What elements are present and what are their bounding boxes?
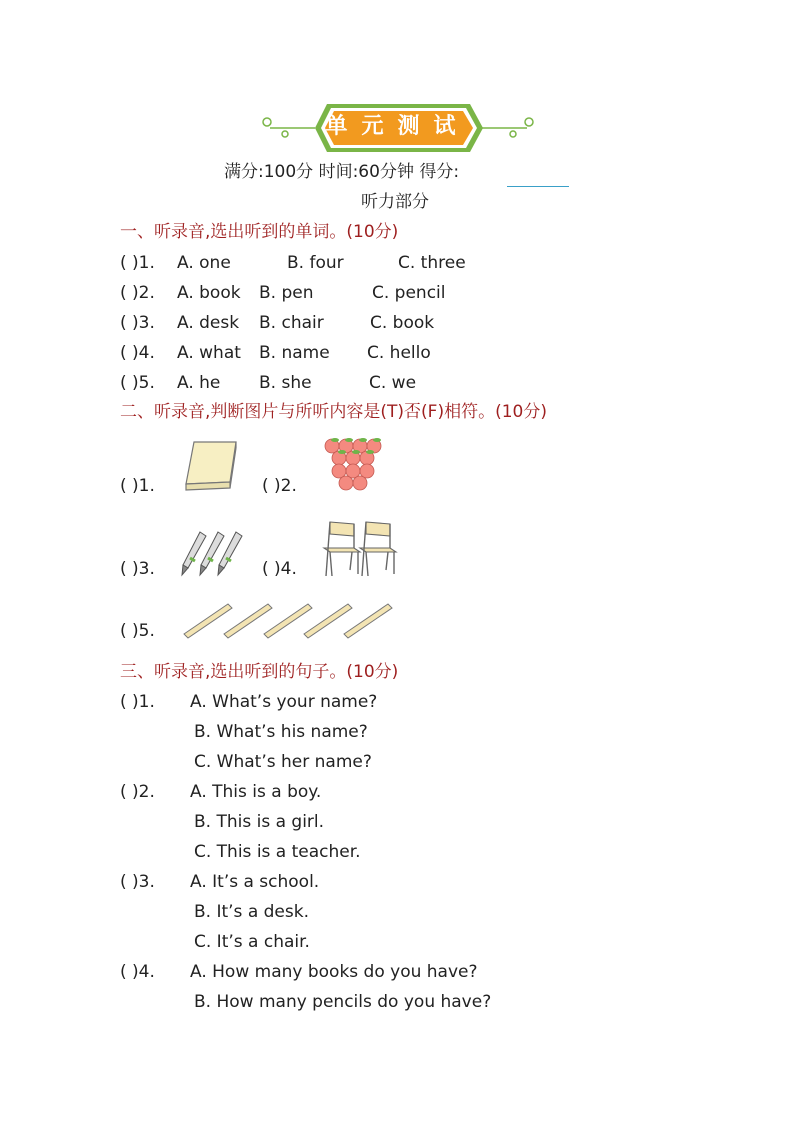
sentence-option: C. This is a teacher.	[194, 842, 361, 862]
option-c: C. hello	[367, 343, 431, 363]
sentence-option: A. It’s a school.	[190, 872, 320, 892]
part2-item-num[interactable]: ( )4.	[262, 559, 297, 579]
exam-info: 满分:100分 时间:60分钟 得分:	[224, 162, 460, 182]
sentence-option: C. It’s a chair.	[194, 932, 310, 952]
page-title: 单元测试	[325, 114, 470, 139]
option-b: B. chair	[259, 313, 324, 333]
part2-item-num[interactable]: ( )5.	[120, 621, 155, 641]
part2-heading: 二、听录音,判断图片与所听内容是(T)否(F)相符。(10分)	[120, 402, 548, 422]
sentence-option: B. How many pencils do you have?	[194, 992, 492, 1012]
option-b: B. name	[259, 343, 330, 363]
option-a: A. desk	[177, 313, 240, 333]
option-b: B. she	[259, 373, 312, 393]
part1-item-num[interactable]: ( )5.	[120, 373, 155, 393]
option-a: A. what	[177, 343, 241, 363]
option-c: C. book	[370, 313, 435, 333]
sentence-option: A. What’s your name?	[190, 692, 378, 712]
part1-item-num[interactable]: ( )4.	[120, 343, 155, 363]
part3-item-num[interactable]: ( )3.	[120, 872, 155, 892]
pens-icon	[180, 528, 246, 578]
part3-heading: 三、听录音,选出听到的句子。(10分)	[120, 662, 399, 682]
sentence-option: A. This is a boy.	[190, 782, 322, 802]
part2-item-num[interactable]: ( )3.	[120, 559, 155, 579]
part3-item-num[interactable]: ( )4.	[120, 962, 155, 982]
score-blank[interactable]	[507, 185, 569, 187]
part1-item-num[interactable]: ( )1.	[120, 253, 155, 273]
part2-item-num[interactable]: ( )1.	[120, 476, 155, 496]
option-b: B. pen	[259, 283, 314, 303]
book-icon	[180, 440, 242, 495]
option-b: B. four	[287, 253, 344, 273]
option-c: C. pencil	[372, 283, 446, 303]
sentence-option: B. It’s a desk.	[194, 902, 309, 922]
option-a: A. he	[177, 373, 221, 393]
part3-item-num[interactable]: ( )1.	[120, 692, 155, 712]
option-a: A. book	[177, 283, 241, 303]
section-title-listening: 听力部分	[361, 192, 429, 212]
option-a: A. one	[177, 253, 231, 273]
part1-item-num[interactable]: ( )3.	[120, 313, 155, 333]
part1-heading: 一、听录音,选出听到的单词。(10分)	[120, 222, 399, 242]
option-c: C. three	[398, 253, 466, 273]
chairs-icon	[320, 520, 408, 578]
part2-item-num[interactable]: ( )2.	[262, 476, 297, 496]
sentence-option: A. How many books do you have?	[190, 962, 478, 982]
option-c: C. we	[369, 373, 417, 393]
rulers-icon	[182, 600, 397, 642]
apples-icon	[322, 436, 390, 496]
sentence-option: C. What’s her name?	[194, 752, 372, 772]
part1-item-num[interactable]: ( )2.	[120, 283, 155, 303]
sentence-option: B. What’s his name?	[194, 722, 368, 742]
part3-item-num[interactable]: ( )2.	[120, 782, 155, 802]
sentence-option: B. This is a girl.	[194, 812, 325, 832]
